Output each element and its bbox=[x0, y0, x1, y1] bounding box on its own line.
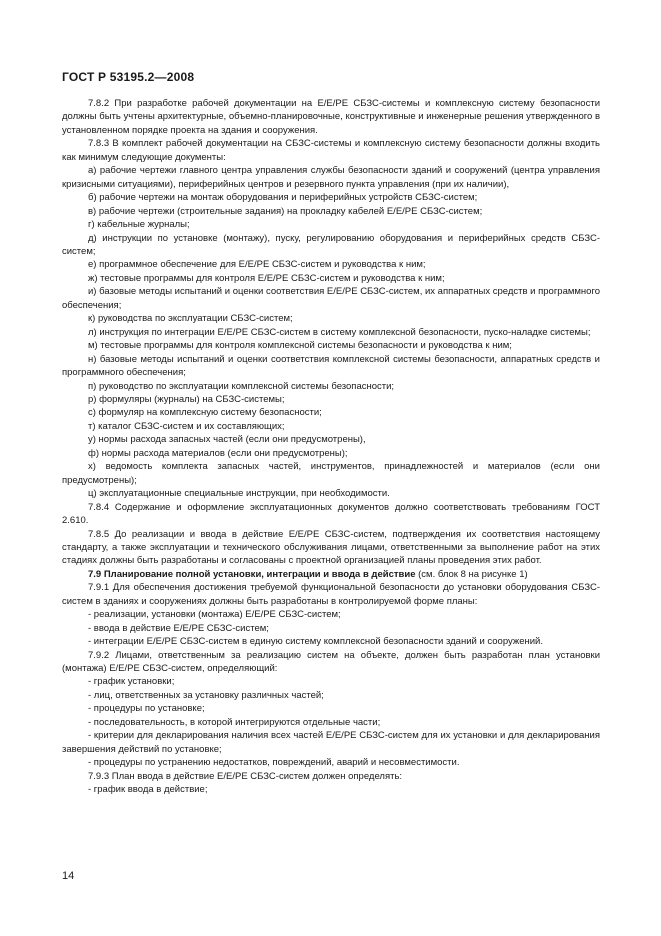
paragraph: 7.8.5 До реализации и ввода в действие Е/Е/РЕ СБЗС-систем, подтверждения их соответствия настоящему стандарту, а также эксплуатации и технического обслуживания лицами, ответственными за выполнение работ на этих стадиях должны быть разработаны и согласованы с проектной организацией планы проведения этих работ. bbox=[62, 528, 600, 567]
list-item: и) базовые методы испытаний и оценки соответствия Е/Е/РЕ СБЗС-систем, их аппаратных средств и программного обеспечения; bbox=[62, 286, 600, 311]
list-item: с) формуляр на комплексную систему безопасности; bbox=[88, 407, 322, 419]
list-item: л) инструкция по интеграции Е/Е/РЕ СБЗС-систем в систему комплексной безопасности, пуско-наладке системы; bbox=[88, 326, 591, 338]
list-item: - интеграции Е/Е/РЕ СБЗС-систем в единую систему комплексной безопасности зданий и сооружений. bbox=[88, 636, 544, 648]
list-item: а) рабочие чертежи главного центра управления службы безопасности зданий и сооружений (центра управления кризисными ситуациями), периферийных центров и резервного пункта управления (при их наличии), bbox=[62, 165, 600, 190]
list-item: б) рабочие чертежи на монтаж оборудования и периферийных устройств СБЗС-систем; bbox=[88, 192, 478, 204]
paragraph: 7.9.2 Лицами, ответственным за реализацию систем на объекте, должен быть разработан план установки (монтажа) Е/Е/РЕ СБЗС-систем, определяющий: bbox=[62, 649, 600, 675]
list-item: - график установки; bbox=[88, 676, 175, 688]
list-item: - лиц, ответственных за установку различных частей; bbox=[88, 689, 324, 701]
document-body bbox=[62, 97, 600, 797]
paragraph: 7.8.4 Содержание и оформление эксплуатационных документов должно соответствовать требованиям ГОСТ 2.610. bbox=[62, 501, 600, 527]
list-item: - ввода в действие Е/Е/РЕ СБЗС-систем; bbox=[88, 622, 269, 634]
list-item: у) нормы расхода запасных частей (если они предусмотрены), bbox=[88, 434, 366, 446]
list-item: ц) эксплуатационные специальные инструкции, при необходимости. bbox=[88, 488, 390, 500]
paragraph: 7.8.3 В комплект рабочей документации на СБЗС-системы и комплексную систему безопасности должны входить как минимум следующие документы: bbox=[62, 138, 600, 163]
section-heading-reference: (см. блок 8 на рисунке 1) bbox=[415, 568, 528, 580]
list-item: - процедуры по установке; bbox=[88, 703, 205, 715]
list-item: д) инструкции по установке (монтажу), пуску, регулированию оборудования и периферийных средств СБЗС-систем; bbox=[62, 232, 600, 257]
list-item: т) каталог СБЗС-систем и их составляющих; bbox=[88, 420, 285, 432]
list-item: н) базовые методы испытаний и оценки соответствия комплексной системы безопасности, аппаратных средств и программного обеспечения; bbox=[62, 353, 600, 379]
list-item: х) ведомость комплекта запасных частей, инструментов, принадлежностей и материалов (если они предусмотрены); bbox=[62, 461, 600, 486]
list-item: - последовательность, в которой интегрируются отдельные части; bbox=[88, 716, 381, 728]
list-item: п) руководство по эксплуатации комплексной системы безопасности; bbox=[88, 380, 395, 392]
list-item: р) формуляры (журналы) на СБЗС-системы; bbox=[88, 393, 285, 405]
paragraph: 7.9.3 План ввода в действие Е/Е/РЕ СБЗС-систем должен определять: bbox=[88, 770, 403, 782]
list-item: к) руководства по эксплуатации СБЗС-систем; bbox=[88, 313, 293, 325]
paragraph: 7.9.1 Для обеспечения достижения требуемой функциональной безопасности до установки оборудования СБЗС-систем в зданиях и сооружениях должны быть разработаны в контролируемой форме планы: bbox=[62, 582, 600, 607]
list-item: е) программное обеспечение для Е/Е/РЕ СБЗС-систем и руководства к ним; bbox=[88, 259, 426, 271]
list-item: - критерии для декларирования наличия всех частей Е/Е/РЕ СБЗС-систем для их установки и для декларирования завершения действий по установке; bbox=[62, 730, 600, 755]
page-number: 14 bbox=[62, 870, 75, 882]
document-header: ГОСТ Р 53195.2—2008 bbox=[62, 70, 195, 84]
list-item: г) кабельные журналы; bbox=[88, 219, 190, 231]
list-item: в) рабочие чертежи (строительные задания) на прокладку кабелей Е/Е/РЕ СБЗС-систем; bbox=[88, 205, 483, 217]
list-item: м) тестовые программы для контроля комплексной системы безопасности и руководства к ним; bbox=[88, 340, 512, 352]
section-heading-title: 7.9 Планирование полной установки, интеграции и ввода в действие bbox=[88, 568, 416, 580]
list-item: - процедуры по устранению недостатков, повреждений, аварий и несовместимости. bbox=[88, 757, 460, 769]
list-item: - реализации, установки (монтажа) Е/Е/РЕ СБЗС-систем; bbox=[88, 609, 341, 621]
paragraph: 7.8.2 При разработке рабочей документации на Е/Е/РЕ СБЗС-системы и комплексную систему безопасности должны быть учтены архитектурные, объемно-планировочные, конструктивные и инженерные решения утвержденного в установленном порядке проекта на здания и сооружения. bbox=[62, 98, 600, 136]
list-item: ф) нормы расхода материалов (если они предусмотрены); bbox=[88, 447, 348, 459]
section-heading bbox=[62, 568, 600, 581]
list-item: ж) тестовые программы для контроля Е/Е/РЕ СБЗС-систем и руководства к ним; bbox=[88, 272, 445, 284]
list-item: - график ввода в действие; bbox=[88, 784, 208, 796]
